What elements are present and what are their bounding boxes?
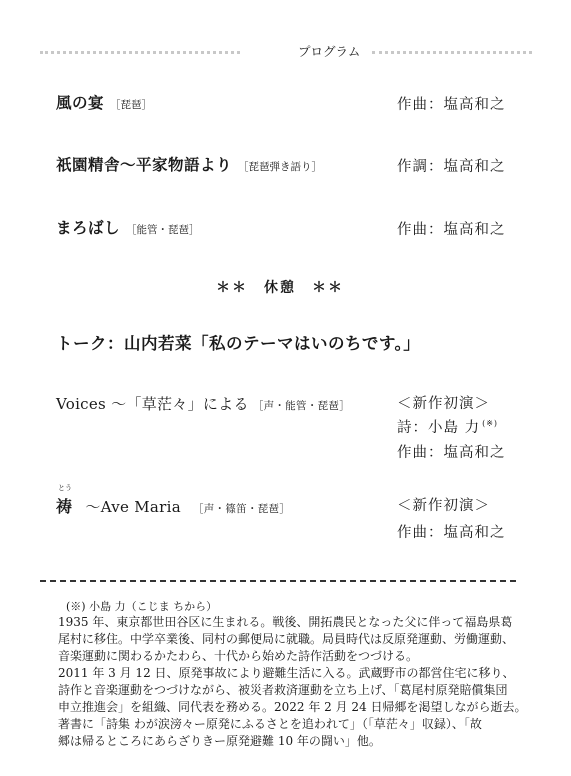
program-heading: プログラム xyxy=(298,44,361,59)
voices-premiere: ＜新作初演＞ xyxy=(397,396,490,412)
note-body xyxy=(58,614,528,750)
header-divider-left xyxy=(40,51,240,58)
note-line: 1935 年、東京都世田谷区に生まれる。戦後、開拓農民となった父に伴って福島県葛 xyxy=(58,615,513,629)
note-heading: (※) 小島 力（こじま ちから） xyxy=(66,600,218,613)
piece-instruments: ［能管・琵琶］ xyxy=(126,224,200,236)
piece-credit-2: 作調：塩高和之 xyxy=(397,159,506,175)
ave-premiere: ＜新作初演＞ xyxy=(397,498,490,514)
piece-credit-3: 作曲：塩高和之 xyxy=(397,222,506,238)
voices-name: Voices 〜「草茫々」による xyxy=(56,395,249,413)
piece-credit-1: 作曲：塩高和之 xyxy=(397,97,506,113)
piece-name: 風の宴 xyxy=(56,93,105,112)
note-mark: (※) xyxy=(482,419,499,429)
voices-instruments: ［声・能管・琵琶］ xyxy=(252,400,351,412)
piece-title-1 xyxy=(56,91,152,113)
note-line: 郷は帰るところにあらざりきー原発避難 10 年の闘い」他。 xyxy=(58,734,381,748)
poem-credit-text: 詩：小島 力 xyxy=(397,420,481,436)
title-ruby: とう xyxy=(58,484,72,492)
piece-name: まろばし xyxy=(56,218,121,237)
ave-kanji: 祷 xyxy=(56,497,73,516)
program-header xyxy=(40,42,530,64)
voices-composer-credit: 作曲：塩高和之 xyxy=(397,445,506,461)
note-line: 申立推進会」を組織、同代表を務める。2022 年 2 月 24 日帰郷を渇望しながら逝去。 xyxy=(58,700,527,714)
ave-instruments: ［声・篠笛・琵琶］ xyxy=(192,503,291,515)
ave-title xyxy=(56,494,290,517)
voices-title xyxy=(56,393,350,414)
talk-title: トーク：山内若菜「私のテーマはいのちです。」 xyxy=(56,334,421,353)
note-line: 尾村に移住。中学卒業後、同村の郵便局に就職。局員時代は反原発運動、労働運動、 xyxy=(58,632,515,646)
note-line: 著書に「詩集 わが涙滂々ー原発にふるさとを追われて」（「草茫々」収録）、「故 xyxy=(58,717,482,731)
piece-title-2 xyxy=(56,153,322,175)
piece-title-3 xyxy=(56,216,200,238)
note-line: 詩作と音楽運動をつづけながら、被災者救済運動を立ち上げ、「葛尾村原発賠償集団 xyxy=(58,683,508,697)
voices-poem-credit xyxy=(397,416,498,437)
section-divider xyxy=(40,580,516,582)
piece-name: 祇園精舎〜平家物語より xyxy=(56,155,233,174)
ave-name: 〜Ave Maria xyxy=(85,498,181,516)
ave-composer-credit: 作曲：塩高和之 xyxy=(397,525,506,541)
note-line: 2011 年 3 月 12 日、原発事故により避難生活に入る。武蔵野市の都営住宅に移り、 xyxy=(58,666,515,680)
intermission-label: ＊＊ 休憩 ＊＊ xyxy=(216,280,344,296)
header-divider-right xyxy=(372,51,532,58)
note-line: 音楽運動に関わるかたわら、十代から始めた詩作活動をつづける。 xyxy=(58,649,419,663)
piece-instruments: ［琵琶］ xyxy=(110,99,153,111)
piece-instruments: ［琵琶弾き語り］ xyxy=(238,161,323,173)
